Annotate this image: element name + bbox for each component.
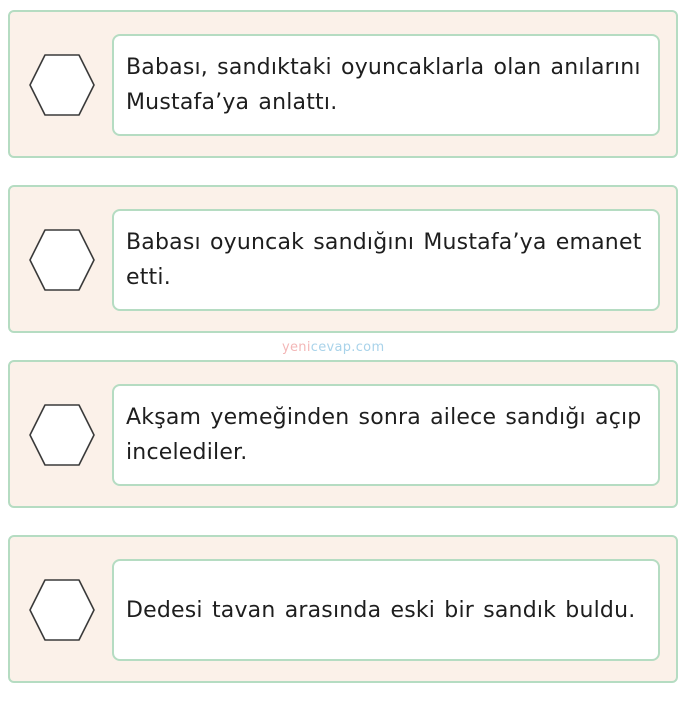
sentence-box-4: [112, 559, 660, 661]
hexagon-icon: [28, 403, 96, 467]
sentence-text-1: Babası, sandıktaki oyuncaklarla olan anılarını Mustafa’ya anlattı.: [126, 55, 641, 115]
sentence-box-1: [112, 34, 660, 136]
watermark: [282, 340, 384, 355]
sentence-box-3: [112, 384, 660, 486]
watermark-part-1: yeni: [282, 340, 311, 355]
hexagon-answer-slot-1[interactable]: [28, 53, 96, 117]
sentence-text-2: Babası oyuncak sandığını Mustafa’ya emanet etti.: [126, 230, 642, 290]
sentence-card-1: [8, 10, 678, 158]
hexagon-icon: [28, 228, 96, 292]
hexagon-icon: [28, 53, 96, 117]
sentence-card-4: [8, 535, 678, 683]
sentence-card-3: [8, 360, 678, 508]
hexagon-answer-slot-2[interactable]: [28, 228, 96, 292]
sentence-text-4: Dedesi tavan arasında eski bir sandık buldu.: [126, 597, 636, 623]
hexagon-answer-slot-3[interactable]: [28, 403, 96, 467]
hexagon-answer-slot-4[interactable]: [28, 578, 96, 642]
hexagon-icon: [28, 578, 96, 642]
sentence-box-2: [112, 209, 660, 311]
watermark-part-2: cevap.com: [310, 340, 385, 355]
sentence-card-2: [8, 185, 678, 333]
sentence-text-3: Akşam yemeğinden sonra ailece sandığı açıp incelediler.: [126, 405, 642, 465]
